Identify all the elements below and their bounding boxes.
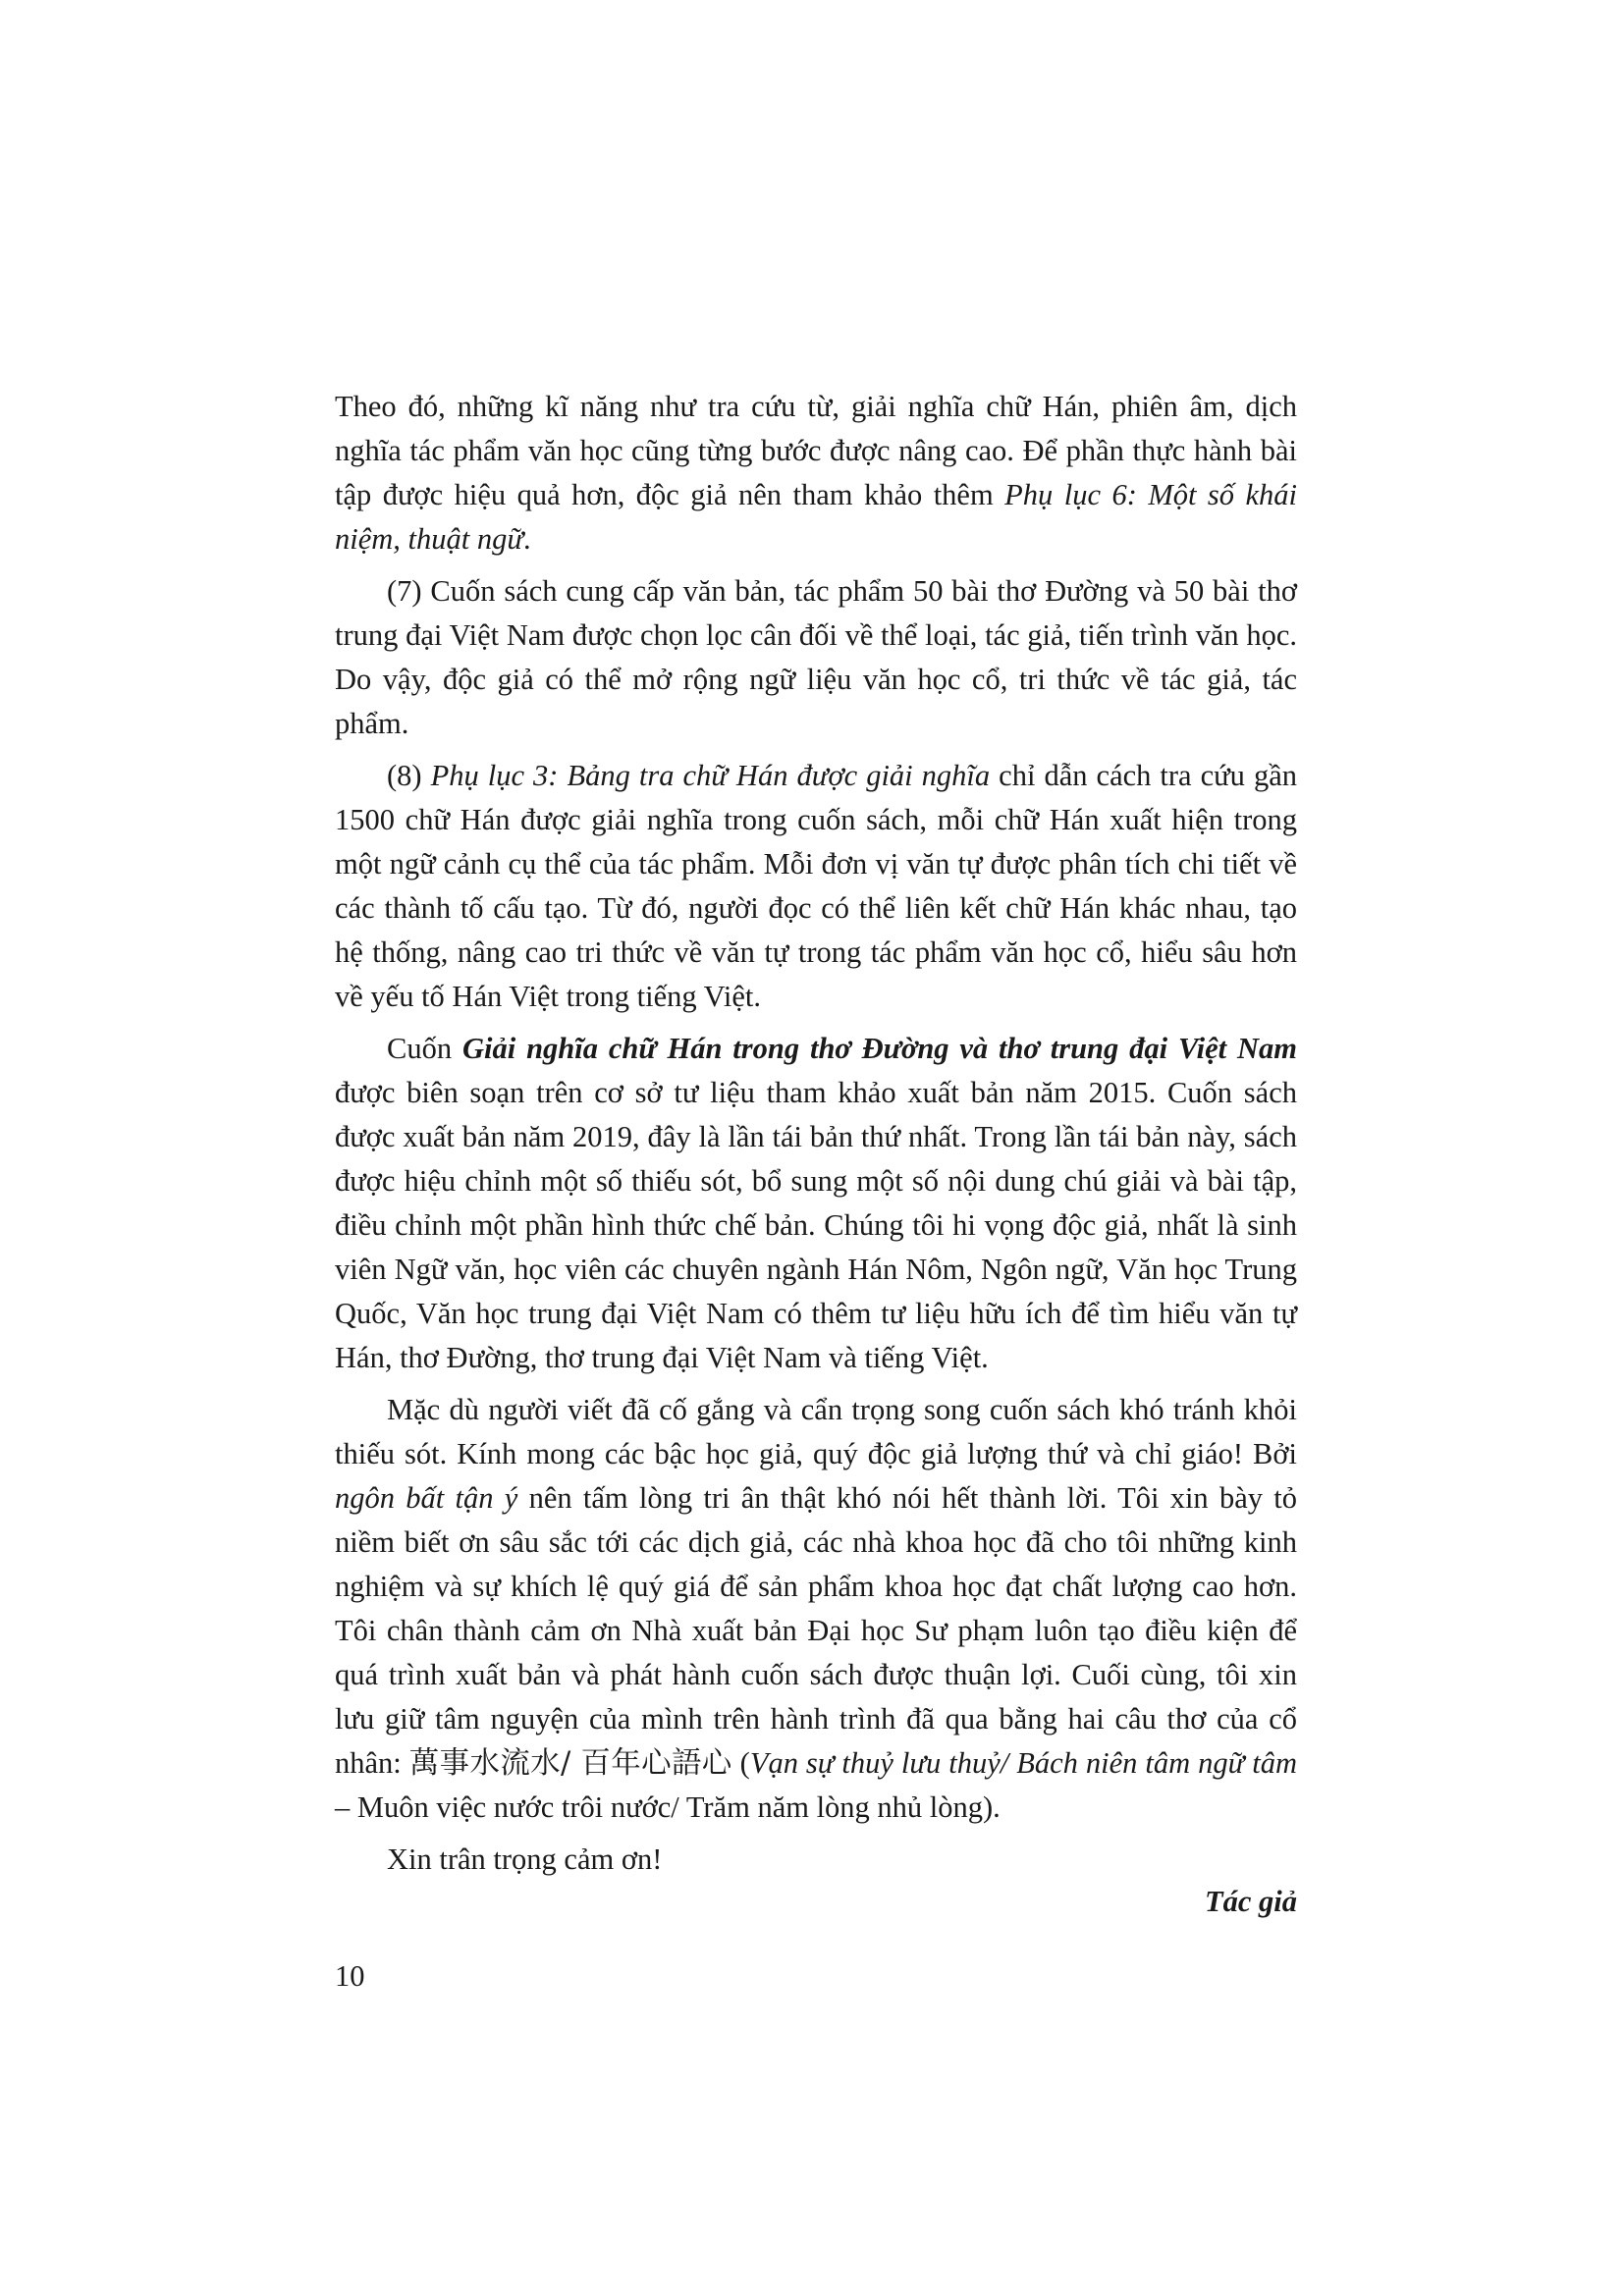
paragraph-4-text: được biên soạn trên cơ sở tư liệu tham khảo xuất bản năm 2015. Cuốn sách được xuất bản năm 2019, đây là lần tái bản thứ nhất. Trong lần tái bản này, sách được hiệu chỉnh một số thiếu sót, bổ sung một số nội dung chú giải và bài tập, điều chỉnh một phần hình thức chế bản. Chúng tôi hi vọng độc giả, nhất là sinh viên Ngữ văn, học viên các chuyên ngành Hán Nôm, Ngôn ngữ, Văn học Trung Quốc, Văn học trung đại Việt Nam có thêm tư liệu hữu ích để tìm hiểu văn tự Hán, thơ Đường, thơ trung đại Việt Nam và tiếng Việt. (335, 1076, 1297, 1374)
paragraph-3-lead: (8) (387, 759, 431, 792)
paragraph-5 (335, 1388, 1297, 1830)
paragraph-2 (335, 569, 1297, 746)
paragraph-3-text: chỉ dẫn cách tra cứu gần 1500 chữ Hán được giải nghĩa trong cuốn sách, mỗi chữ Hán xuất hiện trong một ngữ cảnh cụ thể của tác phẩm. Mỗi đơn vị văn tự được phân tích chi tiết về các thành tố cấu tạo. Từ đó, người đọc có thể liên kết chữ Hán khác nhau, tạo hệ thống, nâng cao tri thức về văn tự trong tác phẩm văn học cổ, hiểu sâu hơn về yếu tố Hán Việt trong tiếng Việt. (335, 759, 1297, 1013)
paragraph-4-lead: Cuốn (387, 1032, 462, 1065)
body-text (335, 385, 1297, 1890)
paragraph-3 (335, 754, 1297, 1019)
idiom-phrase: ngôn bất tận ý (335, 1481, 518, 1515)
han-verse: 萬事水流水/ 百年心語心 (408, 1746, 732, 1781)
paragraph-6 (335, 1838, 1297, 1882)
paragraph-1-end: . (523, 522, 531, 556)
paragraph-5-text-2: nên tấm lòng tri ân thật khó nói hết thành lời. Tôi xin bày tỏ niềm biết ơn sâu sắc tới các dịch giả, các nhà khoa học đã cho tôi những kinh nghiệm và sự khích lệ quý giá để sản phẩm khoa học đạt chất lượng cao hơn. Tôi chân thành cảm ơn Nhà xuất bản Đại học Sư phạm luôn tạo điều kiện để quá trình xuất bản và phát hành cuốn sách được thuận lợi. Cuối cùng, tôi xin lưu giữ tâm nguyện của mình trên hành trình đã qua bằng hai câu thơ của cổ nhân: (335, 1481, 1297, 1780)
paragraph-1 (335, 385, 1297, 561)
author-signature: Tác giả (1204, 1885, 1297, 1918)
paragraph-2-text: (7) Cuốn sách cung cấp văn bản, tác phẩm 50 bài thơ Đường và 50 bài thơ trung đại Việt Nam được chọn lọc cân đối về thể loại, tác giả, tiến trình văn học. Do vậy, độc giả có thể mở rộng ngữ liệu văn học cổ, tri thức về tác giả, tác phẩm. (335, 574, 1297, 740)
appendix-6-reference: Phụ lục 6: Một số khái niệm, thuật ngữ (335, 478, 1298, 556)
verse-reading: Vạn sự thuỷ lưu thuỷ/ Bách niên tâm ngữ tâm (749, 1746, 1297, 1780)
paragraph-4 (335, 1027, 1297, 1380)
paragraph-5-text-3: ( (731, 1746, 750, 1780)
paragraph-5-text-1: Mặc dù người viết đã cố gắng và cẩn trọng song cuốn sách khó tránh khỏi thiếu sót. Kính mong các bậc học giả, quý độc giả lượng thứ và chỉ giáo! Bởi (335, 1393, 1297, 1470)
page-number: 10 (335, 1959, 365, 1993)
appendix-3-reference: Phụ lục 3: Bảng tra chữ Hán được giải nghĩa (430, 759, 991, 792)
closing-thanks: Xin trân trọng cảm ơn! (387, 1842, 663, 1876)
book-title: Giải nghĩa chữ Hán trong thơ Đường và thơ trung đại Việt Nam (461, 1032, 1297, 1065)
paragraph-1-text: Theo đó, những kĩ năng như tra cứu từ, giải nghĩa chữ Hán, phiên âm, dịch nghĩa tác phẩm văn học cũng từng bước được nâng cao. Để phần thực hành bài tập được hiệu quả hơn, độc giả nên tham khảo thêm (335, 390, 1297, 511)
paragraph-5-text-4: – Muôn việc nước trôi nước/ Trăm năm lòng nhủ lòng). (335, 1790, 1001, 1824)
